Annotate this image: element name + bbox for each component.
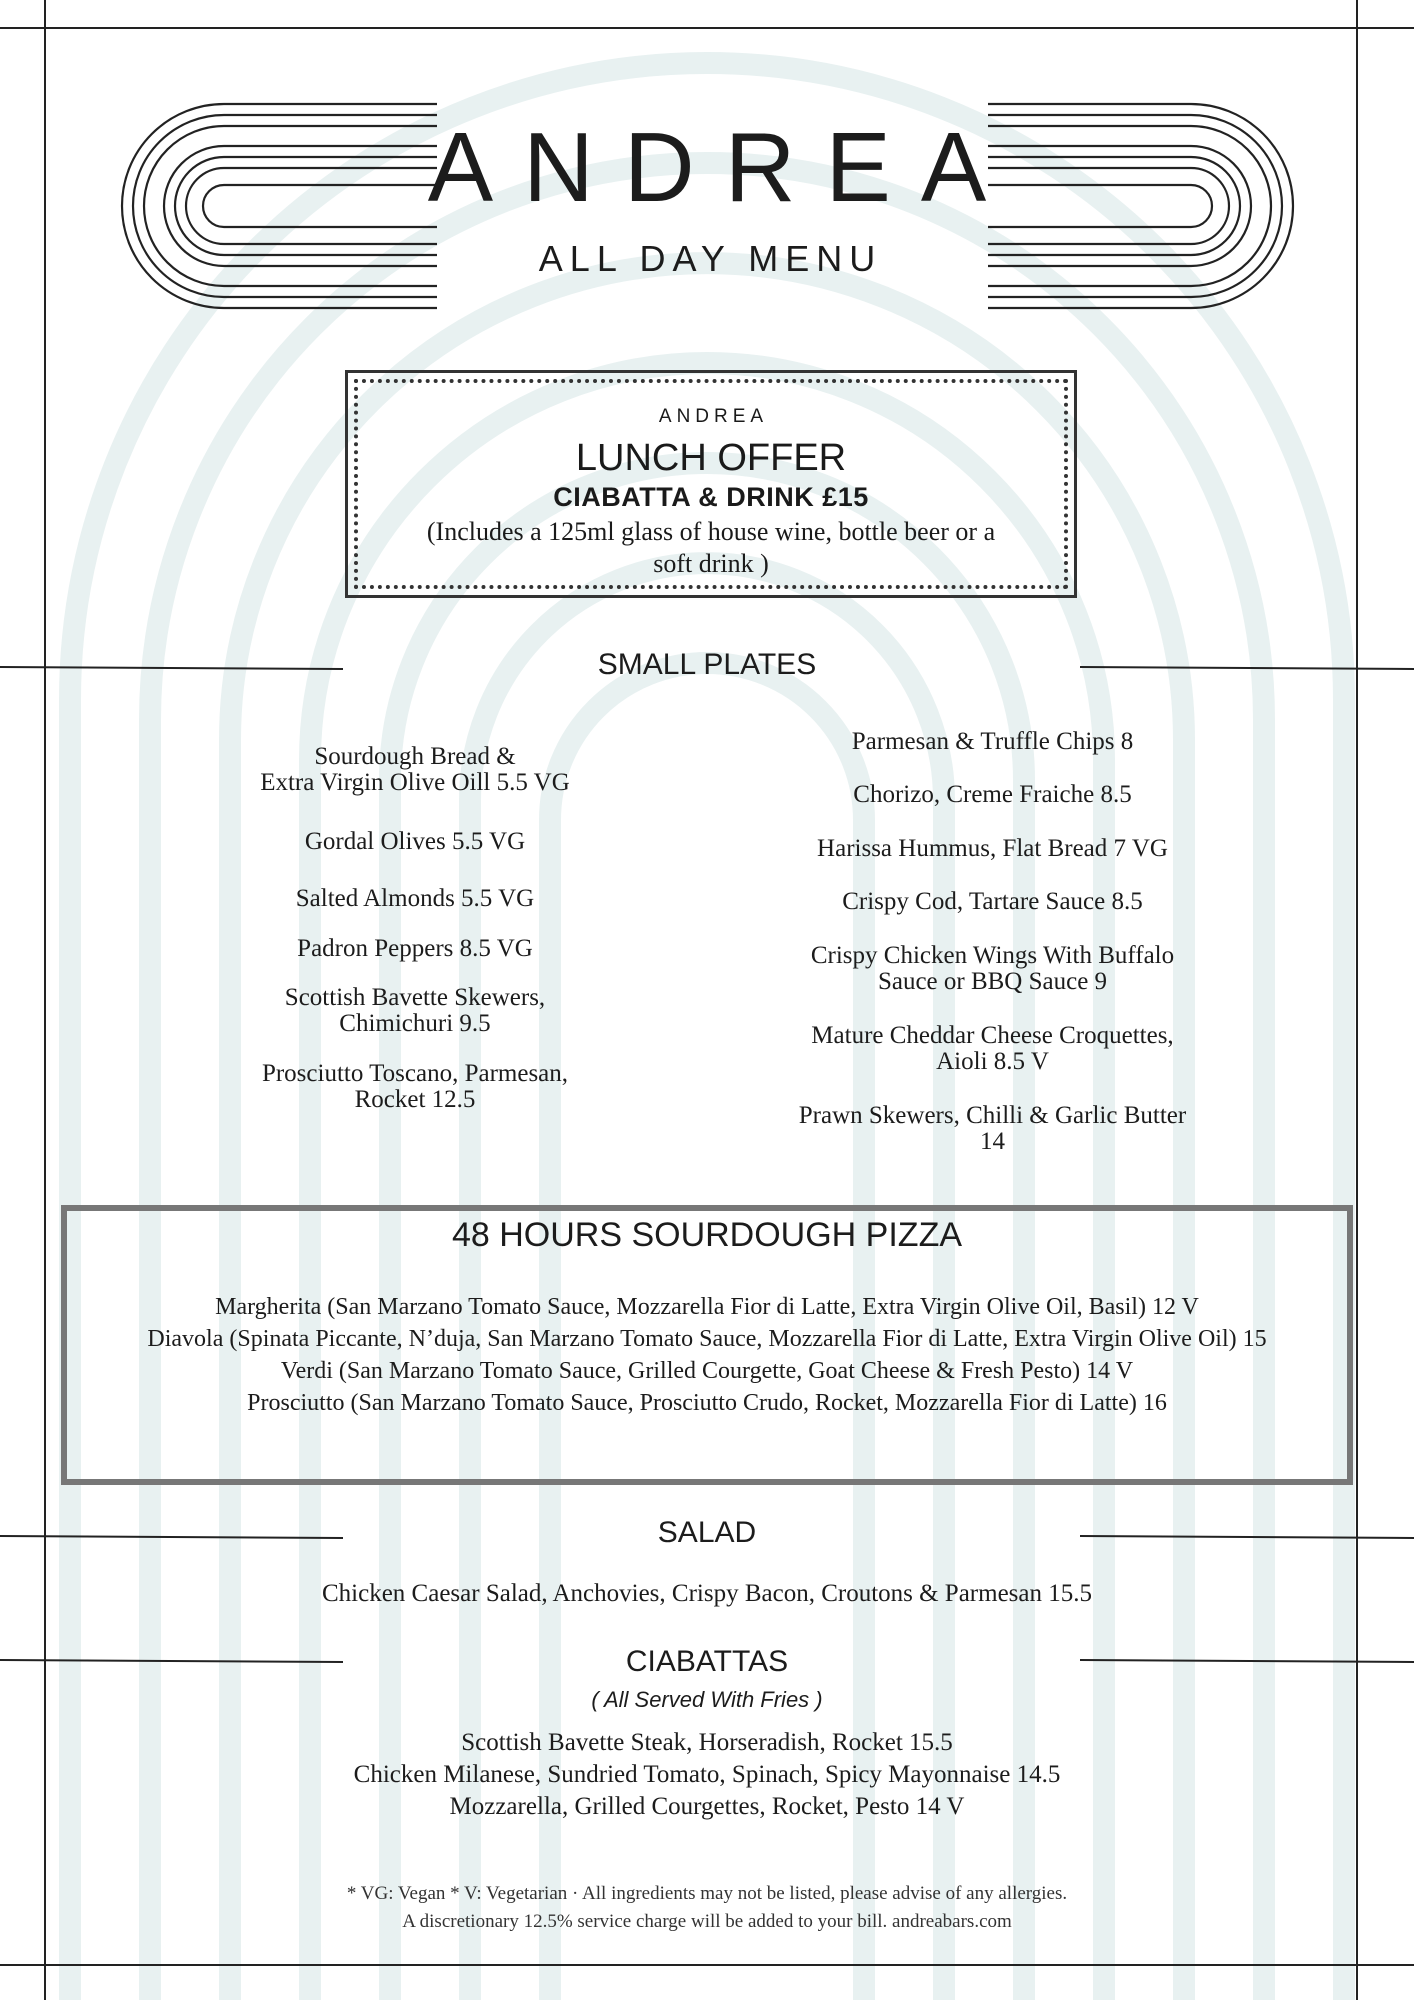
menu-item-line: Padron Peppers 8.5 VG — [297, 935, 533, 962]
menu-item-line: Scottish Bavette Skewers, — [284, 984, 546, 1011]
menu-item — [745, 943, 1240, 995]
menu-item-line: Mature Cheddar Cheese Croquettes, — [811, 1022, 1174, 1049]
pizza-item: Margherita (San Marzano Tomato Sauce, Mozzarella Fior di Latte, Extra Virgin Olive Oil, Basil) 12 V — [215, 1294, 1199, 1320]
menu-item-line: Crispy Cod, Tartare Sauce 8.5 — [842, 888, 1143, 915]
menu-item-line: Chorizo, Creme Fraiche 8.5 — [853, 781, 1132, 808]
menu-item — [190, 886, 640, 912]
lunch-offer-price: CIABATTA & DRINK £15 — [553, 482, 869, 512]
menu-item-line: Parmesan & Truffle Chips 8 — [851, 728, 1134, 755]
menu-item — [745, 729, 1240, 755]
ciabatta-item: Scottish Bavette Steak, Horseradish, Rocket 15.5 — [461, 1729, 953, 1756]
small-plates-title: SMALL PLATES — [597, 648, 817, 681]
lunch-offer-note-line: soft drink ) — [653, 549, 769, 578]
menu-item-line: Salted Almonds 5.5 VG — [295, 885, 535, 912]
menu-item-line: Gordal Olives 5.5 VG — [304, 828, 526, 855]
menu-item-line: 14 — [980, 1128, 1005, 1155]
pizza-item: Prosciutto (San Marzano Tomato Sauce, Prosciutto Crudo, Rocket, Mozzarella Fior di Latte) 16 — [247, 1390, 1167, 1416]
pizza-section-title: 48 HOURS SOURDOUGH PIZZA — [451, 1216, 963, 1254]
ciabatta-item: Chicken Milanese, Sundried Tomato, Spinach, Spicy Mayonnaise 14.5 — [353, 1761, 1061, 1788]
menu-item-line: Aioli 8.5 V — [936, 1048, 1049, 1075]
menu-item-line: Harissa Hummus, Flat Bread 7 VG — [817, 835, 1168, 862]
brand-name: ANDREA — [427, 112, 1017, 222]
menu-item — [190, 744, 640, 796]
lunch-offer-brand: ANDREA — [658, 406, 769, 427]
ciabattas-title: CIABATTAS — [625, 1645, 789, 1678]
pizza-item: Verdi (San Marzano Tomato Sauce, Grilled Courgette, Goat Cheese & Fresh Pesto) 14 V — [280, 1358, 1134, 1384]
menu-item — [745, 1023, 1240, 1075]
menu-item-line: Extra Virgin Olive Oill 5.5 VG — [260, 769, 570, 796]
menu-item-line: Sauce or BBQ Sauce 9 — [877, 968, 1108, 995]
menu-item — [745, 782, 1240, 808]
footer-allergy-note: * VG: Vegan * V: Vegetarian · All ingredients may not be listed, please advise of any allergies. — [346, 1883, 1068, 1904]
menu-item-line: Sourdough Bread & — [314, 743, 516, 770]
menu-item-line: Rocket 12.5 — [354, 1086, 476, 1113]
ciabatta-item: Mozzarella, Grilled Courgettes, Rocket, Pesto 14 V — [449, 1793, 965, 1820]
menu-item — [190, 936, 640, 962]
ciabattas-note: ( All Served With Fries ) — [591, 1687, 823, 1712]
lunch-offer-note-line: (Includes a 125ml glass of house wine, bottle beer or a — [426, 517, 996, 546]
menu-item — [745, 836, 1240, 862]
menu-item-line: Prosciutto Toscano, Parmesan, — [261, 1060, 569, 1087]
menu-item-line: Crispy Chicken Wings With Buffalo — [810, 942, 1175, 969]
menu-item — [190, 1061, 640, 1113]
lunch-offer-title: LUNCH OFFER — [575, 437, 847, 479]
menu-item-line: Chimichuri 9.5 — [339, 1010, 491, 1037]
pizza-item: Diavola (Spinata Piccante, N’duja, San Marzano Tomato Sauce, Mozzarella Fior di Latte, Extra Virgin Olive Oil) 15 — [147, 1326, 1267, 1352]
salad-item: Chicken Caesar Salad, Anchovies, Crispy Bacon, Croutons & Parmesan 15.5 — [321, 1580, 1093, 1607]
menu-item — [190, 985, 640, 1037]
menu-item — [190, 829, 640, 855]
salad-title: SALAD — [657, 1516, 757, 1549]
menu-item — [745, 1103, 1240, 1155]
lunch-offer-note — [385, 516, 1037, 580]
menu-subtitle: ALL DAY MENU — [538, 238, 883, 279]
footer-service-note: A discretionary 12.5% service charge will be added to your bill. andreabars.com — [402, 1911, 1012, 1932]
menu-item-line: Prawn Skewers, Chilli & Garlic Butter — [798, 1102, 1187, 1129]
menu-item — [745, 889, 1240, 915]
